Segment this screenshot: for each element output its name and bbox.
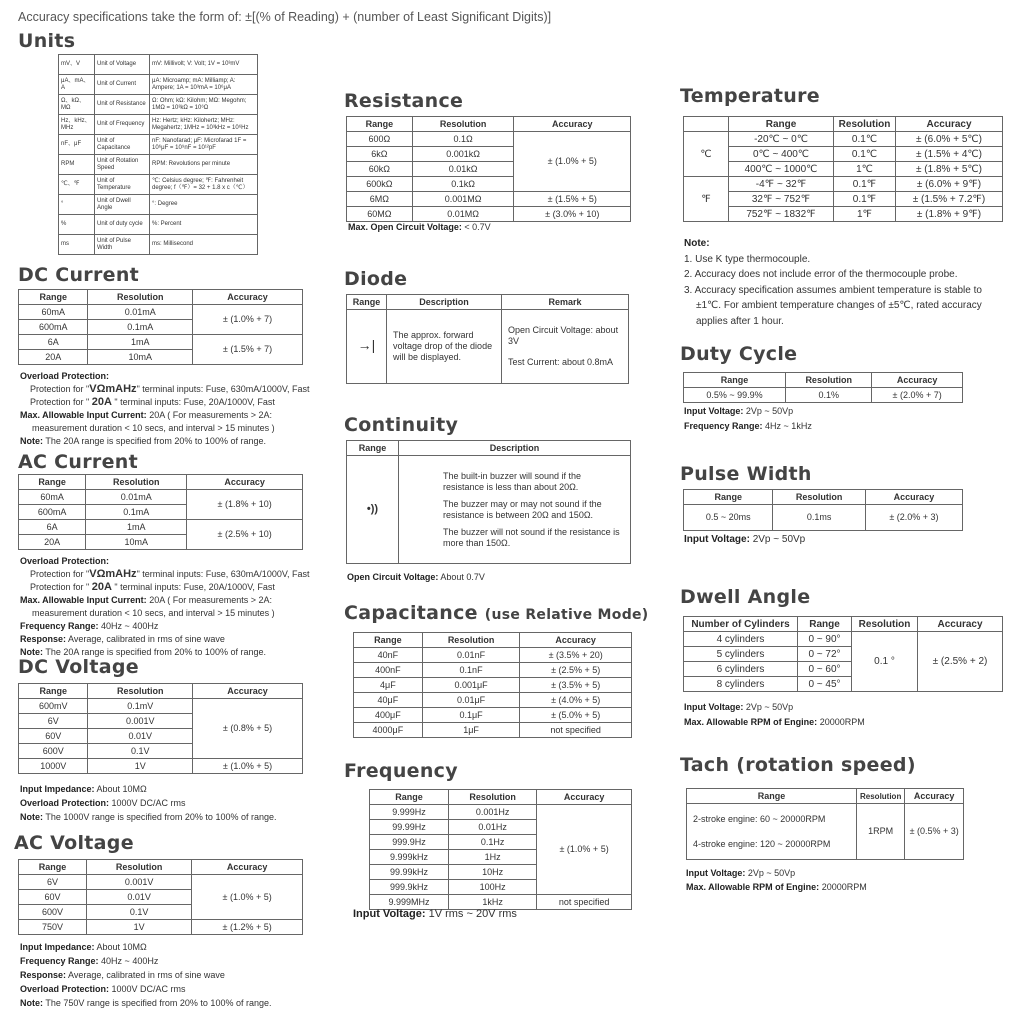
resolution-cell: 0.01kΩ — [412, 162, 514, 177]
dwell-angle-heading: Dwell Angle — [680, 586, 811, 608]
range-cell: 32℉ ~ 752℉ — [729, 192, 834, 207]
accuracy-cell: ± (3.5% + 5) — [520, 678, 632, 693]
range-cell: 60V — [19, 890, 87, 905]
unit-desc-cell: Hz: Hertz; kHz: Kilohertz; MHz: Megahertz; 1MHz = 10³kHz = 10⁶Hz — [150, 115, 258, 135]
resolution-cell: 0.1Ω — [412, 132, 514, 147]
col-header: Accuracy — [872, 373, 963, 388]
accuracy-cell: ± (1.5% + 7) — [193, 335, 303, 365]
resistance-table — [346, 116, 631, 222]
units-row — [59, 215, 258, 235]
range-cell: 0 ~ 90° — [798, 632, 852, 647]
col-header: Range — [798, 617, 852, 632]
unit-symbol-cell: % — [59, 215, 95, 235]
resolution-cell: 100Hz — [449, 880, 537, 895]
col-header: Range — [684, 490, 773, 505]
resolution-cell: 0.1℃ — [834, 147, 896, 162]
accuracy-cell: ± (0.8% + 5) — [193, 699, 303, 759]
dc-current-heading: DC Current — [18, 264, 140, 286]
col-header: Range — [354, 633, 423, 648]
range-cell: 9.999kHz — [370, 850, 449, 865]
dc-voltage-notes: Input Impedance: About 10MΩ Overload Protection: 1000V DC/AC rms Note: The 1000V range is specified from 20% to 100% of range. — [20, 784, 277, 822]
resolution-cell: 10mA — [88, 350, 193, 365]
cylinders-cell: 8 cylinders — [684, 677, 798, 692]
range-cell: 999.9kHz — [370, 880, 449, 895]
accuracy-cell: ± (1.0% + 5) — [193, 759, 303, 774]
col-header: Resolution — [852, 617, 918, 632]
unit-type-cell: Unit of duty cycle — [95, 215, 150, 235]
col-header: Range — [19, 684, 88, 699]
unit-symbol-cell: Hz、kHz、MHz — [59, 115, 95, 135]
accuracy-cell: ± (1.5% + 4℃) — [896, 147, 1003, 162]
range-cell: 6MΩ — [347, 192, 413, 207]
frequency-notes: Input Voltage: 1V rms ~ 20V rms — [353, 908, 517, 920]
units-row — [59, 75, 258, 95]
col-header: Resolution — [786, 373, 872, 388]
unit-type-cell: Unit of Pulse Width — [95, 235, 150, 255]
range-cell: 40nF — [354, 648, 423, 663]
units-row — [59, 175, 258, 195]
range-cell: 400μF — [354, 708, 423, 723]
unit-symbol-cell: ℃、℉ — [59, 175, 95, 195]
accuracy-cell: ± (1.5% + 7.2℉) — [896, 192, 1003, 207]
col-header: Resolution — [773, 490, 865, 505]
accuracy-cell: ± (1.0% + 5) — [514, 132, 631, 192]
range-cell: 600mA — [19, 505, 86, 520]
col-header: Range — [370, 790, 449, 805]
resolution-cell: 0.01mA — [86, 490, 187, 505]
continuity-table — [346, 440, 631, 564]
cylinders-cell: 6 cylinders — [684, 662, 798, 677]
units-row — [59, 55, 258, 75]
dwell-angle-table — [683, 616, 1003, 692]
duty-cycle-notes: Input Voltage: 2Vp ~ 50Vp Frequency Range: 4Hz ~ 1kHz — [684, 406, 812, 431]
diode-symbol — [347, 310, 387, 384]
resolution-cell: 0.01Hz — [449, 820, 537, 835]
accuracy-cell: ± (1.8% + 9℉) — [896, 207, 1003, 222]
resolution-cell: 0.01nF — [422, 648, 520, 663]
resolution-cell: 0.01mA — [88, 305, 193, 320]
accuracy-cell: ± (4.0% + 5) — [520, 693, 632, 708]
range-cell: 400nF — [354, 663, 423, 678]
diode-heading: Diode — [344, 268, 408, 290]
range-cell: 999.9Hz — [370, 835, 449, 850]
range-cell: 1000V — [19, 759, 88, 774]
unit-type-cell: Unit of Frequency — [95, 115, 150, 135]
range-cell: 60mA — [19, 490, 86, 505]
description-cell: The approx. forward voltage drop of the diode will be displayed. — [387, 310, 502, 384]
ac-current-table — [18, 474, 303, 550]
unit-desc-cell: ms: Millisecond — [150, 235, 258, 255]
range-cell: 750V — [19, 920, 87, 935]
range-cell: 6kΩ — [347, 147, 413, 162]
accuracy-cell: ± (6.0% + 5℃) — [896, 132, 1003, 147]
col-header: Range — [347, 117, 413, 132]
unit-type-cell: Unit of Dwell Angle — [95, 195, 150, 215]
resolution-cell: 1℃ — [834, 162, 896, 177]
resolution-cell: 0.01V — [86, 890, 191, 905]
cylinders-cell: 4 cylinders — [684, 632, 798, 647]
resistance-heading: Resistance — [344, 90, 464, 112]
col-header: Range — [347, 295, 387, 310]
col-header: Range — [19, 290, 88, 305]
resolution-cell: 0.1mV — [88, 699, 193, 714]
accuracy-cell: ± (1.2% + 5) — [192, 920, 303, 935]
dc-current-notes: Overload Protection: Protection for "VΩmAHz" terminal inputs: Fuse, 630mA/1000V, Fast Protection for " 20A " terminal inputs: Fuse, 20A/1000V, Fast Max. Allowable Input Current: 20A ( For measurements > 2A: measurement duration < 10 secs, and interval > 15 minutes ) Note: The 20A range is specified from 20% to 100% of range. — [20, 371, 310, 446]
unit-desc-cell: Ω: Ohm; kΩ: Kilohm; MΩ: Megohm; 1MΩ = 10³kΩ = 10⁶Ω — [150, 95, 258, 115]
range-cell: 400℃ ~ 1000℃ — [729, 162, 834, 177]
unit-desc-cell: nF: Nanofarad; μF: Microfarad 1F = 10⁶μF = 10⁹nF = 10¹²pF — [150, 135, 258, 155]
accuracy-cell: ± (1.0% + 5) — [537, 805, 632, 895]
frequency-heading: Frequency — [344, 760, 458, 782]
resolution-cell: 0.1mA — [86, 505, 187, 520]
col-header: Accuracy — [514, 117, 631, 132]
pulse-width-table — [683, 489, 963, 531]
unit-desc-cell: RPM: Revolutions per minute — [150, 155, 258, 175]
range-cell: 600kΩ — [347, 177, 413, 192]
range-cell: 0.5 ~ 20ms — [684, 505, 773, 531]
accuracy-cell: ± (2.0% + 7) — [872, 388, 963, 403]
resolution-cell: 1mA — [88, 335, 193, 350]
continuity-heading: Continuity — [344, 414, 459, 436]
range-cell: 600mV — [19, 699, 88, 714]
unit-symbol-cell: Ω、kΩ、MΩ — [59, 95, 95, 115]
accuracy-cell: ± (1.0% + 5) — [192, 875, 303, 920]
accuracy-cell: ± (5.0% + 5) — [520, 708, 632, 723]
temperature-notes: Note: 1. Use K type thermocouple. 2. Accuracy does not include error of the thermocouple probe. 3. Accuracy specification assumes ambient temperature is stable to ±1℃. For ambient temperature changes of ±5℃, rated accuracy applies after 1 hour. — [684, 238, 982, 327]
resolution-cell: 0.1℉ — [834, 177, 896, 192]
range-cell: 4μF — [354, 678, 423, 693]
unit-symbol-cell: nF、μF — [59, 135, 95, 155]
col-header: Range — [687, 789, 857, 804]
range-cell: 2-stroke engine: 60 ~ 20000RPM 4-stroke engine: 120 ~ 20000RPM — [687, 804, 857, 860]
col-header: Resolution — [412, 117, 514, 132]
resolution-cell: 0.1μF — [422, 708, 520, 723]
col-header: Accuracy — [193, 684, 303, 699]
unit-type-cell: Unit of Temperature — [95, 175, 150, 195]
range-cell: 0 ~ 60° — [798, 662, 852, 677]
resolution-cell: 0.1mA — [88, 320, 193, 335]
col-header: Accuracy — [192, 860, 303, 875]
dwell-angle-notes: Input Voltage: 2Vp ~ 50Vp Max. Allowable RPM of Engine: 20000RPM — [684, 702, 865, 727]
unit-symbol-cell: μA、mA、A — [59, 75, 95, 95]
resolution-cell: 0.001kΩ — [412, 147, 514, 162]
accuracy-cell: ± (1.8% + 10) — [187, 490, 303, 520]
col-header: Resolution — [86, 475, 187, 490]
unit-desc-cell: °: Degree — [150, 195, 258, 215]
dc-voltage-heading: DC Voltage — [18, 656, 139, 678]
range-cell: 6V — [19, 714, 88, 729]
accuracy-cell: ± (1.0% + 7) — [193, 305, 303, 335]
resolution-cell: 0.001V — [86, 875, 191, 890]
resistance-notes: Max. Open Circuit Voltage: < 0.7V — [348, 222, 491, 232]
tach-table — [686, 788, 964, 860]
accuracy-cell: not specified — [520, 723, 632, 738]
col-header: Resolution — [834, 117, 896, 132]
ac-current-notes: Overload Protection: Protection for "VΩmAHz" terminal inputs: Fuse, 630mA/1000V, Fast Protection for " 20A " terminal inputs: Fuse, 20A/1000V, Fast Max. Allowable Input Current: 20A ( For measurements > 2A: measurement duration < 10 secs, and interval > 15 minutes ) Frequency Range: 40Hz ~ 400Hz Response: Average, calibrated in rms of sine wave Note: The 20A range is specified from 20% to 100% of range. — [20, 556, 310, 657]
col-header: Resolution — [422, 633, 520, 648]
units-heading: Units — [18, 30, 76, 52]
range-cell: -4℉ ~ 32℉ — [729, 177, 834, 192]
range-cell: 600Ω — [347, 132, 413, 147]
remark-cell: Open Circuit Voltage: about 3V Test Current: about 0.8mA — [502, 310, 629, 384]
unit-desc-cell: μA: Microamp; mA: Milliamp; A: Ampere; 1A = 10³mA = 10⁶μA — [150, 75, 258, 95]
resolution-cell: 0.1℃ — [834, 132, 896, 147]
units-row — [59, 135, 258, 155]
tach-heading: Tach (rotation speed) — [680, 754, 916, 776]
range-cell: 0 ~ 45° — [798, 677, 852, 692]
col-header: Range — [19, 475, 86, 490]
continuity-notes: Open Circuit Voltage: About 0.7V — [347, 572, 485, 582]
resolution-cell: 0.001V — [88, 714, 193, 729]
resolution-cell: 1V — [88, 759, 193, 774]
unit-symbol-cell: RPM — [59, 155, 95, 175]
resolution-cell: 0.1Hz — [449, 835, 537, 850]
col-header: Remark — [502, 295, 629, 310]
continuity-symbol — [347, 456, 399, 564]
col-header: Accuracy — [537, 790, 632, 805]
duty-cycle-heading: Duty Cycle — [680, 343, 798, 365]
range-cell: 9.999MHz — [370, 895, 449, 910]
accuracy-cell: ± (0.5% + 3) — [905, 804, 964, 860]
col-header: Accuracy — [918, 617, 1003, 632]
accuracy-cell: ± (2.5% + 10) — [187, 520, 303, 550]
range-cell: 60mA — [19, 305, 88, 320]
range-cell: 600V — [19, 744, 88, 759]
range-cell: 40μF — [354, 693, 423, 708]
ac-voltage-notes: Input Impedance: About 10MΩ Frequency Range: 40Hz ~ 400Hz Response: Average, calibrated in rms of sine wave Overload Protection: 1000V DC/AC rms Note: The 750V range is specified from 20% to 100% of range. — [20, 942, 272, 1008]
range-cell: 600mA — [19, 320, 88, 335]
units-row — [59, 95, 258, 115]
pulse-width-notes: Input Voltage: 2Vp ~ 50Vp — [684, 534, 806, 545]
col-header: Range — [347, 441, 399, 456]
range-cell: 99.99kHz — [370, 865, 449, 880]
accuracy-cell: ± (2.0% + 3) — [865, 505, 962, 531]
resolution-cell: 1Hz — [449, 850, 537, 865]
accuracy-cell: not specified — [537, 895, 632, 910]
range-cell: 6A — [19, 520, 86, 535]
resolution-cell: 1mA — [86, 520, 187, 535]
col-header: Resolution — [86, 860, 191, 875]
capacitance-table — [353, 632, 632, 738]
resolution-cell: 0.01V — [88, 729, 193, 744]
accuracy-cell: ± (3.5% + 20) — [520, 648, 632, 663]
resolution-cell: 0.001Hz — [449, 805, 537, 820]
diode-icon: →| — [357, 337, 376, 353]
col-header: Range — [729, 117, 834, 132]
range-cell: 20A — [19, 350, 88, 365]
col-header: Number of Cylinders — [684, 617, 798, 632]
celsius-unit: ℃ — [684, 132, 729, 177]
ac-voltage-table — [18, 859, 303, 935]
col-header: Accuracy — [520, 633, 632, 648]
resolution-cell: 1RPM — [857, 804, 905, 860]
range-cell: 99.99Hz — [370, 820, 449, 835]
unit-type-cell: Unit of Current — [95, 75, 150, 95]
fahrenheit-unit: ℉ — [684, 177, 729, 222]
capacitance-heading: Capacitance (use Relative Mode) — [344, 602, 649, 624]
accuracy-cell: ± (1.8% + 5℃) — [896, 162, 1003, 177]
resolution-cell: 1μF — [422, 723, 520, 738]
col-header: Accuracy — [865, 490, 962, 505]
unit-type-cell: Unit of Voltage — [95, 55, 150, 75]
unit-desc-cell: %: Percent — [150, 215, 258, 235]
description-cell: The built-in buzzer will sound if the resistance is less than about 20Ω. The buzzer may or may not sound if the resistance is between 20Ω and 150Ω. The buzzer will not sound if the resistance is more than 150Ω. — [399, 456, 631, 564]
resolution-cell: 0.1 ° — [852, 632, 918, 692]
unit-symbol-cell: ° — [59, 195, 95, 215]
resolution-cell: 0.1nF — [422, 663, 520, 678]
range-cell: -20℃ ~ 0℃ — [729, 132, 834, 147]
accuracy-cell: ± (1.5% + 5) — [514, 192, 631, 207]
range-cell: 60MΩ — [347, 207, 413, 222]
col-header: Resolution — [857, 789, 905, 804]
unit-desc-cell: ℃: Celsius degree; ℉: Fahrenheit degree; f（℉）= 32 + 1.8 x c（℃） — [150, 175, 258, 195]
temperature-heading: Temperature — [680, 85, 820, 107]
unit-desc-cell: mV: Millivolt; V: Volt; 1V = 10³mV — [150, 55, 258, 75]
resolution-cell: 0.01μF — [422, 693, 520, 708]
intro-text: Accuracy specifications take the form of: ±[(% of Reading) + (number of Least Significant Digits)] — [18, 10, 552, 24]
col-header: Range — [684, 373, 786, 388]
range-cell: 0℃ ~ 400℃ — [729, 147, 834, 162]
range-cell: 60kΩ — [347, 162, 413, 177]
resolution-cell: 0.1℉ — [834, 192, 896, 207]
unit-symbol-cell: mV、V — [59, 55, 95, 75]
resolution-cell: 10Hz — [449, 865, 537, 880]
range-cell: 9.999Hz — [370, 805, 449, 820]
buzzer-icon: •)) — [366, 503, 379, 515]
col-header: Accuracy — [187, 475, 303, 490]
diode-table — [346, 294, 629, 384]
frequency-table — [369, 789, 632, 910]
units-row — [59, 195, 258, 215]
range-cell: 600V — [19, 905, 87, 920]
units-table — [58, 54, 258, 255]
resolution-cell: 1℉ — [834, 207, 896, 222]
range-cell: 0.5% ~ 99.9% — [684, 388, 786, 403]
col-header: Resolution — [88, 684, 193, 699]
col-header: Resolution — [88, 290, 193, 305]
range-cell: 0 ~ 72° — [798, 647, 852, 662]
units-row — [59, 115, 258, 135]
resolution-cell: 0.1kΩ — [412, 177, 514, 192]
col-header: Description — [387, 295, 502, 310]
accuracy-cell: ± (2.5% + 2) — [918, 632, 1003, 692]
range-cell: 20A — [19, 535, 86, 550]
accuracy-cell: ± (2.5% + 5) — [520, 663, 632, 678]
col-header: Accuracy — [193, 290, 303, 305]
col-header: Accuracy — [896, 117, 1003, 132]
resolution-cell: 0.001μF — [422, 678, 520, 693]
range-cell: 60V — [19, 729, 88, 744]
tach-notes: Input Voltage: 2Vp ~ 50Vp Max. Allowable RPM of Engine: 20000RPM — [686, 868, 867, 892]
unit-symbol-cell: ms — [59, 235, 95, 255]
resolution-cell: 0.1ms — [773, 505, 865, 531]
resolution-cell: 10mA — [86, 535, 187, 550]
duty-cycle-table — [683, 372, 963, 403]
units-row — [59, 155, 258, 175]
unit-type-cell: Unit of Rotation Speed — [95, 155, 150, 175]
unit-type-cell: Unit of Resistance — [95, 95, 150, 115]
range-cell: 4000μF — [354, 723, 423, 738]
units-row — [59, 235, 258, 255]
resolution-cell: 1V — [86, 920, 191, 935]
unit-type-cell: Unit of Capacitance — [95, 135, 150, 155]
range-cell: 752℉ ~ 1832℉ — [729, 207, 834, 222]
pulse-width-heading: Pulse Width — [680, 463, 812, 485]
resolution-cell: 0.1V — [86, 905, 191, 920]
resolution-cell: 0.1V — [88, 744, 193, 759]
col-header: Range — [19, 860, 87, 875]
accuracy-cell: ± (3.0% + 10) — [514, 207, 631, 222]
resolution-cell: 0.01MΩ — [412, 207, 514, 222]
ac-current-heading: AC Current — [18, 451, 138, 473]
ac-voltage-heading: AC Voltage — [14, 832, 134, 854]
resolution-cell: 0.1% — [786, 388, 872, 403]
dc-current-table — [18, 289, 303, 365]
cylinders-cell: 5 cylinders — [684, 647, 798, 662]
accuracy-cell: ± (6.0% + 9℉) — [896, 177, 1003, 192]
range-cell: 6A — [19, 335, 88, 350]
col-header: Description — [399, 441, 631, 456]
col-header: Resolution — [449, 790, 537, 805]
col-header: Accuracy — [905, 789, 964, 804]
resolution-cell: 1kHz — [449, 895, 537, 910]
dc-voltage-table — [18, 683, 303, 774]
temperature-table — [683, 116, 1003, 222]
col-header — [684, 117, 729, 132]
range-cell: 6V — [19, 875, 87, 890]
resolution-cell: 0.001MΩ — [412, 192, 514, 207]
